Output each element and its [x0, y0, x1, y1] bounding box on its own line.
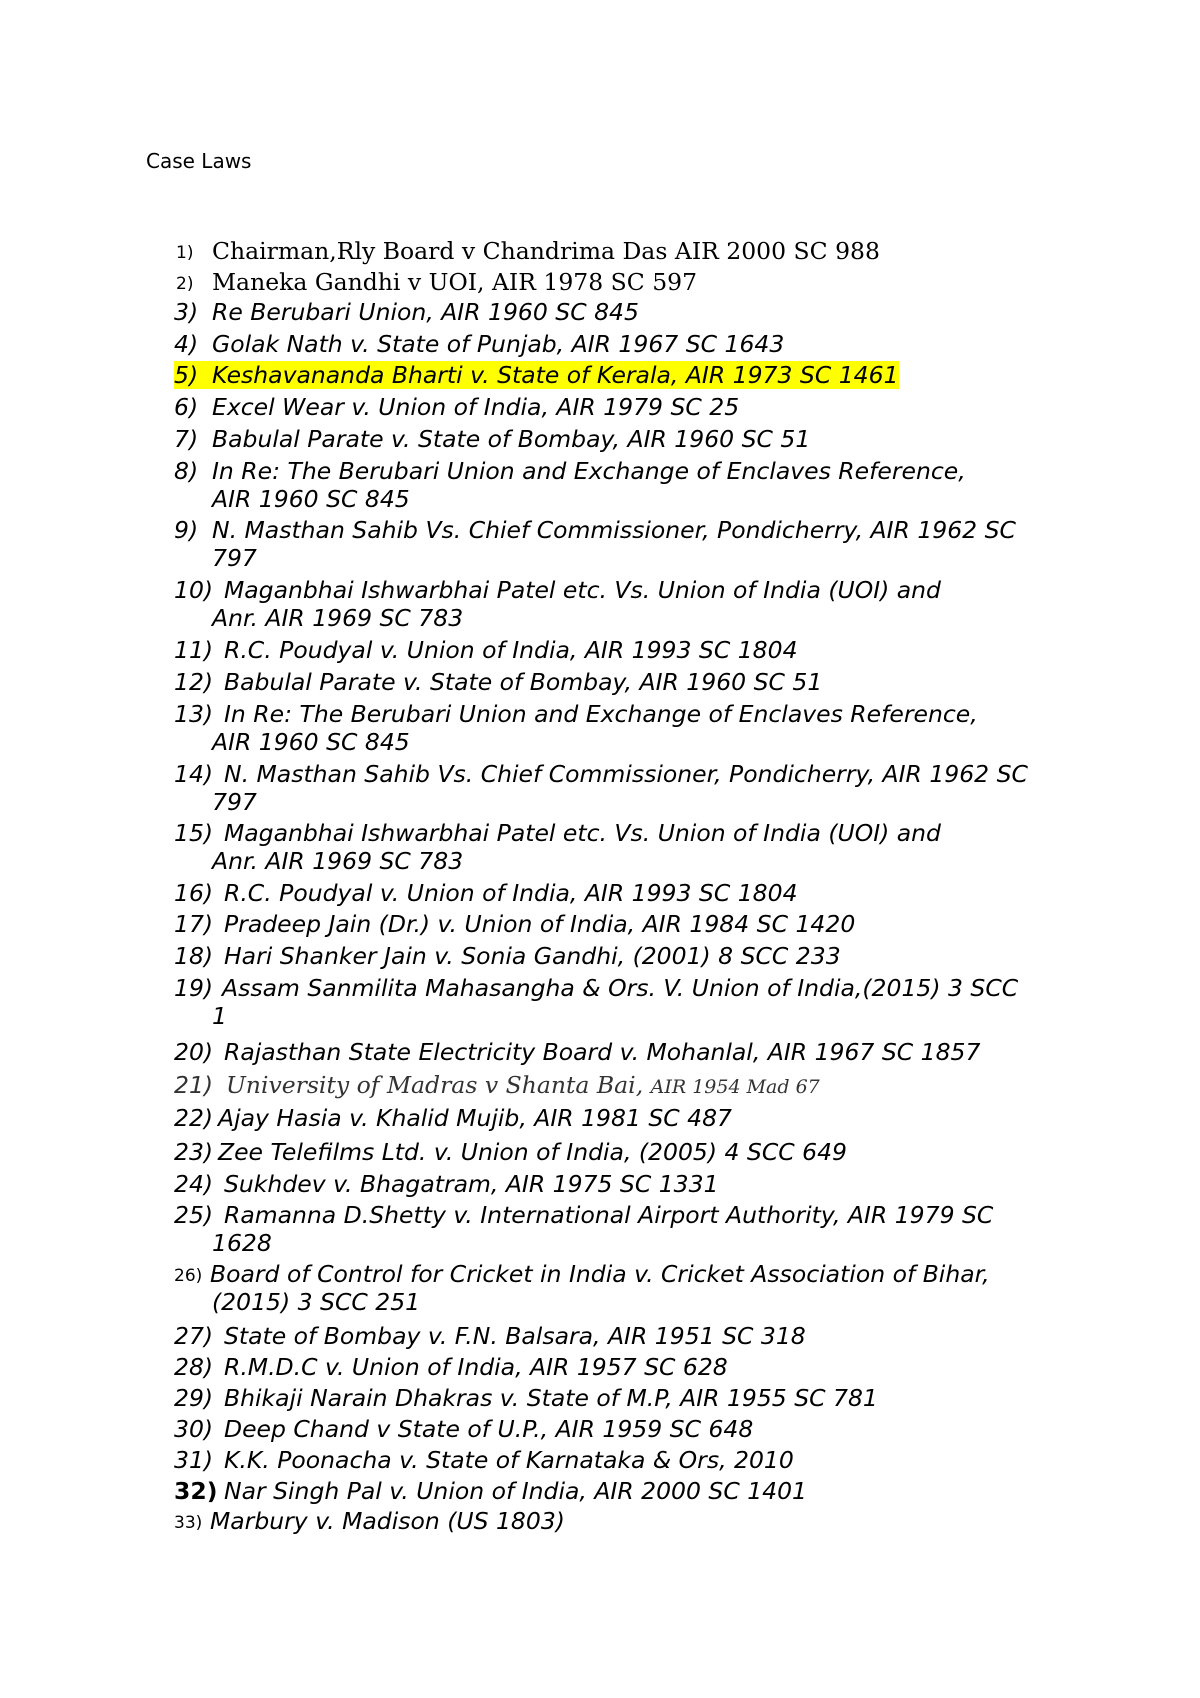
list-number: 6)	[174, 393, 199, 421]
list-number: 31)	[174, 1446, 214, 1474]
case-citation: Babulal Parate v. State of Bombay, AIR 1960 SC 51	[224, 668, 823, 696]
list-number: 16)	[174, 879, 214, 907]
list-number: 24)	[174, 1170, 214, 1198]
list-number: 9)	[174, 516, 199, 544]
case-citation-continued: 1628	[212, 1229, 272, 1257]
case-citation	[226, 1071, 820, 1101]
case-citation-continued: Anr. AIR 1969 SC 783	[212, 604, 464, 632]
list-number: 12)	[174, 668, 214, 696]
case-citation-continued: AIR 1960 SC 845	[212, 728, 410, 756]
list-number: 13)	[174, 700, 214, 728]
case-citation: Keshavananda Bharti v. State of Kerala, AIR 1973 SC 1461	[212, 361, 899, 389]
list-number: 28)	[174, 1353, 214, 1381]
case-citation: Golak Nath v. State of Punjab, AIR 1967 SC 1643	[212, 330, 785, 358]
case-citation: Babulal Parate v. State of Bombay, AIR 1960 SC 51	[212, 425, 811, 453]
list-number: 21)	[174, 1071, 214, 1099]
case-citation: Ajay Hasia v. Khalid Mujib, AIR 1981 SC 487	[218, 1104, 732, 1132]
case-citation: N. Masthan Sahib Vs. Chief Commissioner, Pondicherry, AIR 1962 SC	[224, 760, 1028, 788]
case-citation-continued: AIR 1960 SC 845	[212, 485, 410, 513]
list-number: 26)	[174, 1266, 203, 1286]
case-reporter: AIR 1954 Mad 67	[650, 1076, 820, 1098]
case-citation: Ramanna D.Shetty v. International Airport Authority, AIR 1979 SC	[224, 1201, 994, 1229]
list-number: 19)	[174, 974, 214, 1002]
list-number: 29)	[174, 1384, 214, 1412]
list-number: 11)	[174, 636, 214, 664]
case-citation-continued: Anr. AIR 1969 SC 783	[212, 847, 464, 875]
case-citation: Pradeep Jain (Dr.) v. Union of India, AIR 1984 SC 1420	[224, 910, 856, 938]
list-number: 17)	[174, 910, 214, 938]
case-citation-continued: 1	[212, 1002, 227, 1030]
case-citation: Excel Wear v. Union of India, AIR 1979 SC 25	[212, 393, 740, 421]
case-citation: Maganbhai Ishwarbhai Patel etc. Vs. Union of India (UOI) and	[224, 819, 941, 847]
list-number: 5)	[174, 361, 212, 389]
list-number: 10)	[174, 576, 214, 604]
case-citation: N. Masthan Sahib Vs. Chief Commissioner, Pondicherry, AIR 1962 SC	[212, 516, 1016, 544]
case-citation: In Re: The Berubari Union and Exchange of Enclaves Reference,	[212, 457, 966, 485]
list-number: 25)	[174, 1201, 214, 1229]
list-number: 1)	[176, 243, 194, 263]
list-number: 22)	[174, 1104, 214, 1132]
case-name: University of Madras v Shanta Bai,	[226, 1071, 651, 1099]
case-citation-continued: 797	[212, 544, 257, 572]
list-number: 32)	[174, 1477, 218, 1505]
case-citation: Sukhdev v. Bhagatram, AIR 1975 SC 1331	[224, 1170, 719, 1198]
list-number: 3)	[174, 298, 199, 326]
case-citation: Maneka Gandhi v UOI, AIR 1978 SC 597	[212, 268, 698, 296]
list-number: 23)	[174, 1138, 214, 1166]
list-number: 7)	[174, 425, 199, 453]
case-citation-continued: 797	[212, 788, 257, 816]
case-citation: Marbury v. Madison (US 1803)	[210, 1507, 565, 1535]
list-number: 33)	[174, 1513, 203, 1533]
case-citation: R.C. Poudyal v. Union of India, AIR 1993 SC 1804	[224, 879, 798, 907]
case-citation: Zee Telefilms Ltd. v. Union of India, (2005) 4 SCC 649	[218, 1138, 847, 1166]
case-citation: Bhikaji Narain Dhakras v. State of M.P, AIR 1955 SC 781	[224, 1384, 878, 1412]
list-number: 4)	[174, 330, 199, 358]
case-citation-continued: (2015) 3 SCC 251	[212, 1288, 421, 1316]
list-number: 2)	[176, 274, 194, 294]
list-number: 14)	[174, 760, 214, 788]
document-title: Case Laws	[146, 149, 252, 173]
case-citation: Chairman,Rly Board v Chandrima Das AIR 2000 SC 988	[212, 237, 880, 265]
case-citation: State of Bombay v. F.N. Balsara, AIR 1951 SC 318	[224, 1322, 806, 1350]
case-citation: Re Berubari Union, AIR 1960 SC 845	[212, 298, 639, 326]
case-citation: Assam Sanmilita Mahasangha & Ors. V. Union of India,(2015) 3 SCC	[222, 974, 1019, 1002]
case-citation: R.M.D.C v. Union of India, AIR 1957 SC 628	[224, 1353, 728, 1381]
case-citation: Deep Chand v State of U.P., AIR 1959 SC 648	[224, 1415, 754, 1443]
list-number: 15)	[174, 819, 214, 847]
list-number: 27)	[174, 1322, 214, 1350]
list-number: 8)	[174, 457, 199, 485]
case-citation: Board of Control for Cricket in India v. Cricket Association of Bihar,	[210, 1260, 990, 1288]
case-citation: Maganbhai Ishwarbhai Patel etc. Vs. Union of India (UOI) and	[224, 576, 941, 604]
case-citation: Nar Singh Pal v. Union of India, AIR 2000 SC 1401	[224, 1477, 808, 1505]
case-citation: Hari Shanker Jain v. Sonia Gandhi, (2001) 8 SCC 233	[224, 942, 841, 970]
case-citation: K.K. Poonacha v. State of Karnataka & Ors, 2010	[224, 1446, 794, 1474]
list-number: 30)	[174, 1415, 214, 1443]
list-number: 18)	[174, 942, 214, 970]
case-citation: Rajasthan State Electricity Board v. Mohanlal, AIR 1967 SC 1857	[224, 1038, 981, 1066]
case-citation: R.C. Poudyal v. Union of India, AIR 1993 SC 1804	[224, 636, 798, 664]
list-number: 20)	[174, 1038, 214, 1066]
case-citation: In Re: The Berubari Union and Exchange of Enclaves Reference,	[224, 700, 978, 728]
